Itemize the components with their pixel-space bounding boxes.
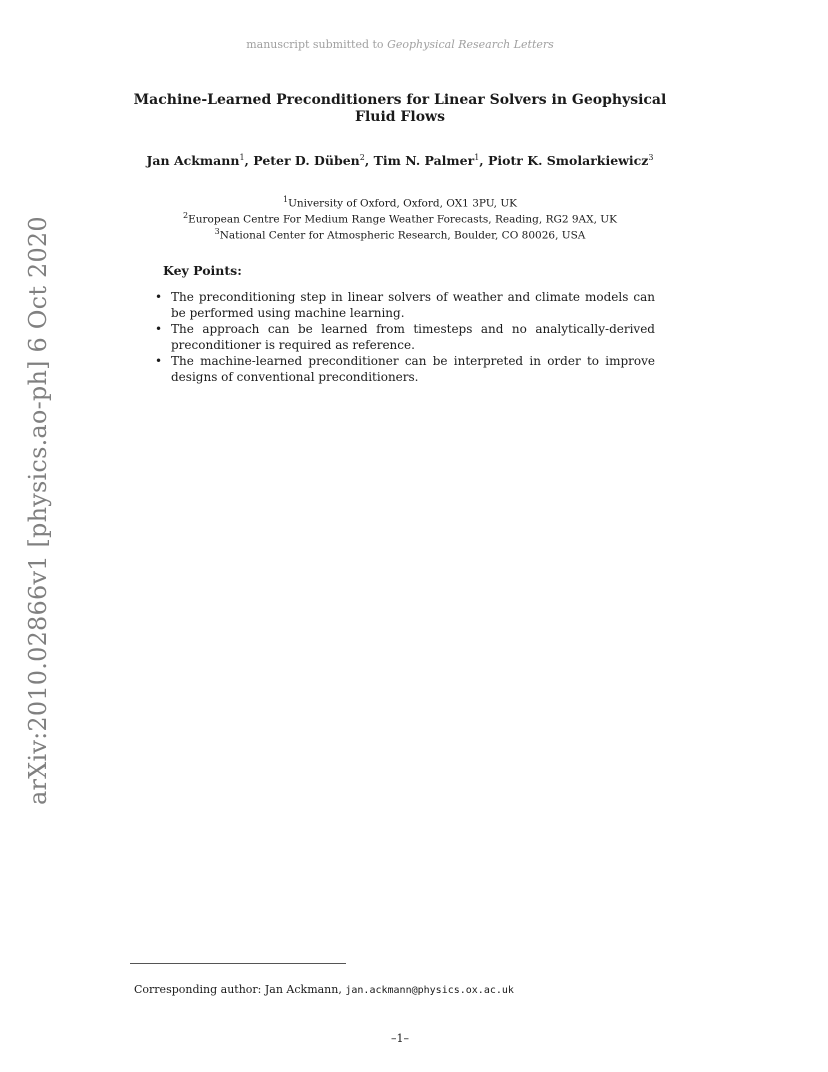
footnote-label: Corresponding author: Jan Ackmann, [134,983,342,996]
paper-title [130,92,670,126]
author-name: Peter D. Düben [253,153,360,169]
affiliation-text: National Center for Atmospheric Research, Boulder, CO 80026, USA [219,229,586,242]
author-name: Piotr K. Smolarkiewicz [488,153,649,169]
affiliation-text: University of Oxford, Oxford, OX1 3PU, UK [288,197,518,210]
author-separator: , [479,153,489,169]
key-point-item [155,354,655,385]
corresponding-author-email[interactable]: jan.ackmann@physics.ox.ac.uk [345,985,514,996]
bullet-icon: • [155,322,163,336]
author-name: Tim N. Palmer [373,153,475,169]
key-point-text: The machine-learned preconditioner can be interpreted in order to improve designs of conventional preconditioners. [171,354,655,384]
key-point-text: The preconditioning step in linear solvers of weather and climate models can be performed using machine learning. [171,290,655,320]
affiliation-number: 2 [183,211,189,220]
bullet-icon: • [155,354,163,368]
affiliation-text: European Centre For Medium Range Weather Forecasts, Reading, RG2 9AX, UK [188,213,617,226]
affiliation-list [130,194,670,242]
author-list [110,153,690,168]
running-header-journal: Geophysical Research Letters [387,38,554,51]
affiliation-number: 3 [214,227,220,236]
author-name: Jan Ackmann [146,153,240,169]
bullet-icon: • [155,290,163,304]
page-number: –1– [391,1032,409,1045]
key-points-heading: Key Points: [163,263,242,278]
key-point-item [155,322,655,353]
affiliation [130,210,670,226]
arxiv-stamp [24,216,52,805]
affiliation [130,226,670,242]
affiliation-number: 1 [282,195,289,204]
footnote-divider [130,963,346,964]
author-affil-marker: 3 [648,153,654,162]
author-separator: , [244,153,254,169]
arxiv-identifier: arXiv:2010.02866v1 [physics.ao-ph] 6 Oct 2020 [24,216,52,805]
author-affil-marker: 1 [474,153,480,162]
key-point-text: The approach can be learned from timesteps and no analytically-derived preconditioner is required as reference. [171,322,655,352]
corresponding-author-footnote [134,983,514,996]
title-line-1: Machine-Learned Preconditioners for Linear Solvers in Geophysical [133,92,667,108]
running-header [0,38,800,51]
author-affil-marker: 2 [359,153,365,162]
affiliation [130,194,670,210]
author-separator: , [364,153,374,169]
key-point-item [155,290,655,321]
running-header-prefix: manuscript submitted to [246,38,384,51]
title-line-2: Fluid Flows [355,109,445,125]
author-affil-marker: 1 [239,153,245,162]
key-points-list [155,290,655,386]
